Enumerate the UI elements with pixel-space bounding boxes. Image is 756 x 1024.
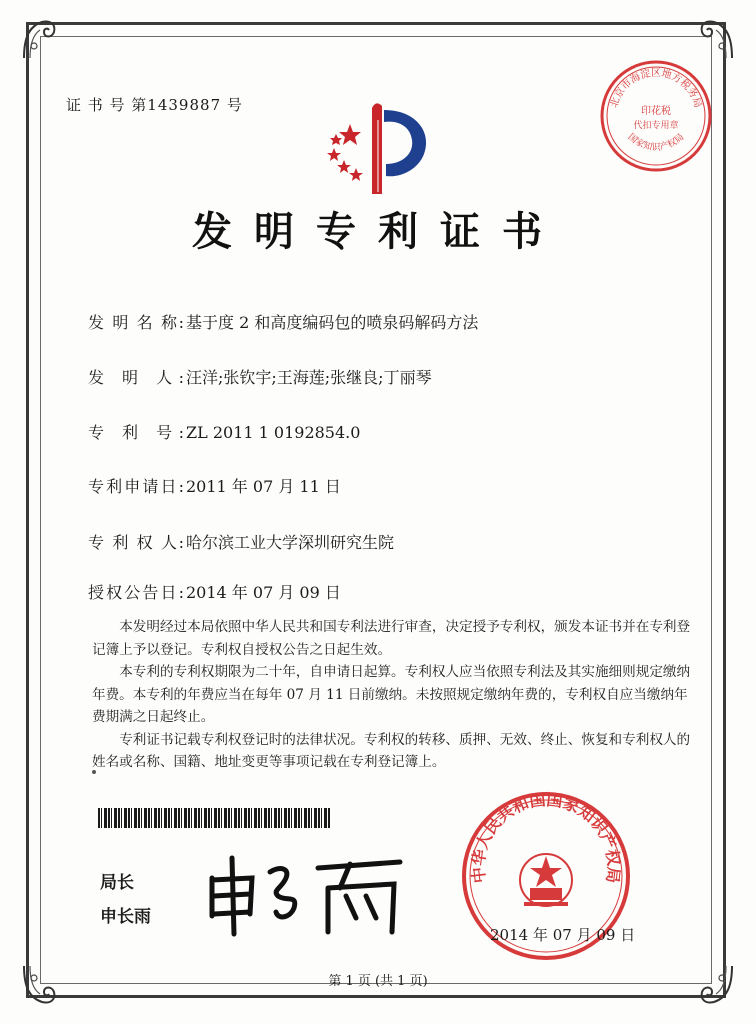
tax-seal-ring-text: 北京市海淀区地方税务局 — [608, 68, 704, 110]
field-patentee — [88, 530, 394, 553]
main-seal-ring-text: 中华人民共和国国家知识产权局 — [468, 790, 624, 885]
field-invention-name — [88, 310, 478, 333]
field-value: 2014 年 07 月 09 日 — [186, 583, 341, 602]
field-inventors — [88, 365, 432, 388]
field-value: 2011 年 07 月 11 日 — [186, 477, 341, 496]
director-name: 申长雨 — [100, 907, 151, 927]
field-grant-date — [88, 580, 341, 603]
field-label: 发 明 人: — [88, 368, 184, 387]
page-number: 第 1 页 (共 1 页) — [328, 974, 428, 989]
tax-seal-bottom-text: 国家知识产权局 — [625, 132, 687, 153]
patent-office-logo-icon — [320, 96, 440, 196]
field-value: 哈尔滨工业大学深圳研究生院 — [186, 533, 395, 552]
director-title: 局长 — [100, 873, 134, 893]
director-signature — [200, 838, 420, 938]
corner-ornament-icon — [20, 16, 66, 62]
field-label: 专 利 号: — [88, 423, 184, 442]
barcode — [98, 808, 330, 828]
field-value: 汪洋;张钦宇;王海莲;张继良;丁丽琴 — [186, 368, 432, 387]
mark-dot — [92, 770, 96, 774]
body-paragraph: 本专利的专利权期限为二十年，自申请日起算。专利权人应当依照专利法及其实施细则规定缴纳年费。本专利的年费应当在每年 07 月 11 日前缴纳。未按照规定缴纳年费的，专利权自应当缴纳年费期满之日起终止。 — [92, 664, 691, 725]
field-label: 发 明 名 称: — [88, 313, 184, 332]
field-value: 基于度 2 和高度编码包的喷泉码解码方法 — [186, 313, 479, 332]
corner-ornament-icon — [690, 16, 736, 62]
field-filing-date — [88, 474, 341, 497]
field-label: 专 利 权 人: — [88, 533, 184, 552]
field-label: 专利申请日: — [88, 477, 184, 496]
tax-seal-center-line1: 印花税 — [641, 106, 671, 117]
certificate-number: 证 书 号 第1439887 号 — [66, 96, 243, 114]
body-paragraph: 专利证书记载专利权登记时的法律状况。专利权的转移、质押、无效、终止、恢复和专利权人的姓名或名称、国籍、地址变更等事项记载在专利登记簿上。 — [92, 731, 691, 770]
tax-stamp-seal — [598, 58, 714, 174]
field-label: 授权公告日: — [88, 583, 184, 602]
field-patent-number — [88, 420, 360, 443]
certificate-title: 发明专利证书 — [192, 208, 564, 255]
body-paragraph: 本发明经过本局依照中华人民共和国专利法进行审查，决定授予专利权，颁发本证书并在专利登记簿上予以登记。专利权自授权公告之日起生效。 — [92, 619, 691, 658]
field-value: ZL 2011 1 0192854.0 — [186, 423, 361, 442]
certificate-body — [92, 616, 692, 774]
issue-date: 2014 年 07 月 09 日 — [490, 926, 636, 944]
tax-seal-center-line2: 代扣专用章 — [633, 121, 679, 131]
